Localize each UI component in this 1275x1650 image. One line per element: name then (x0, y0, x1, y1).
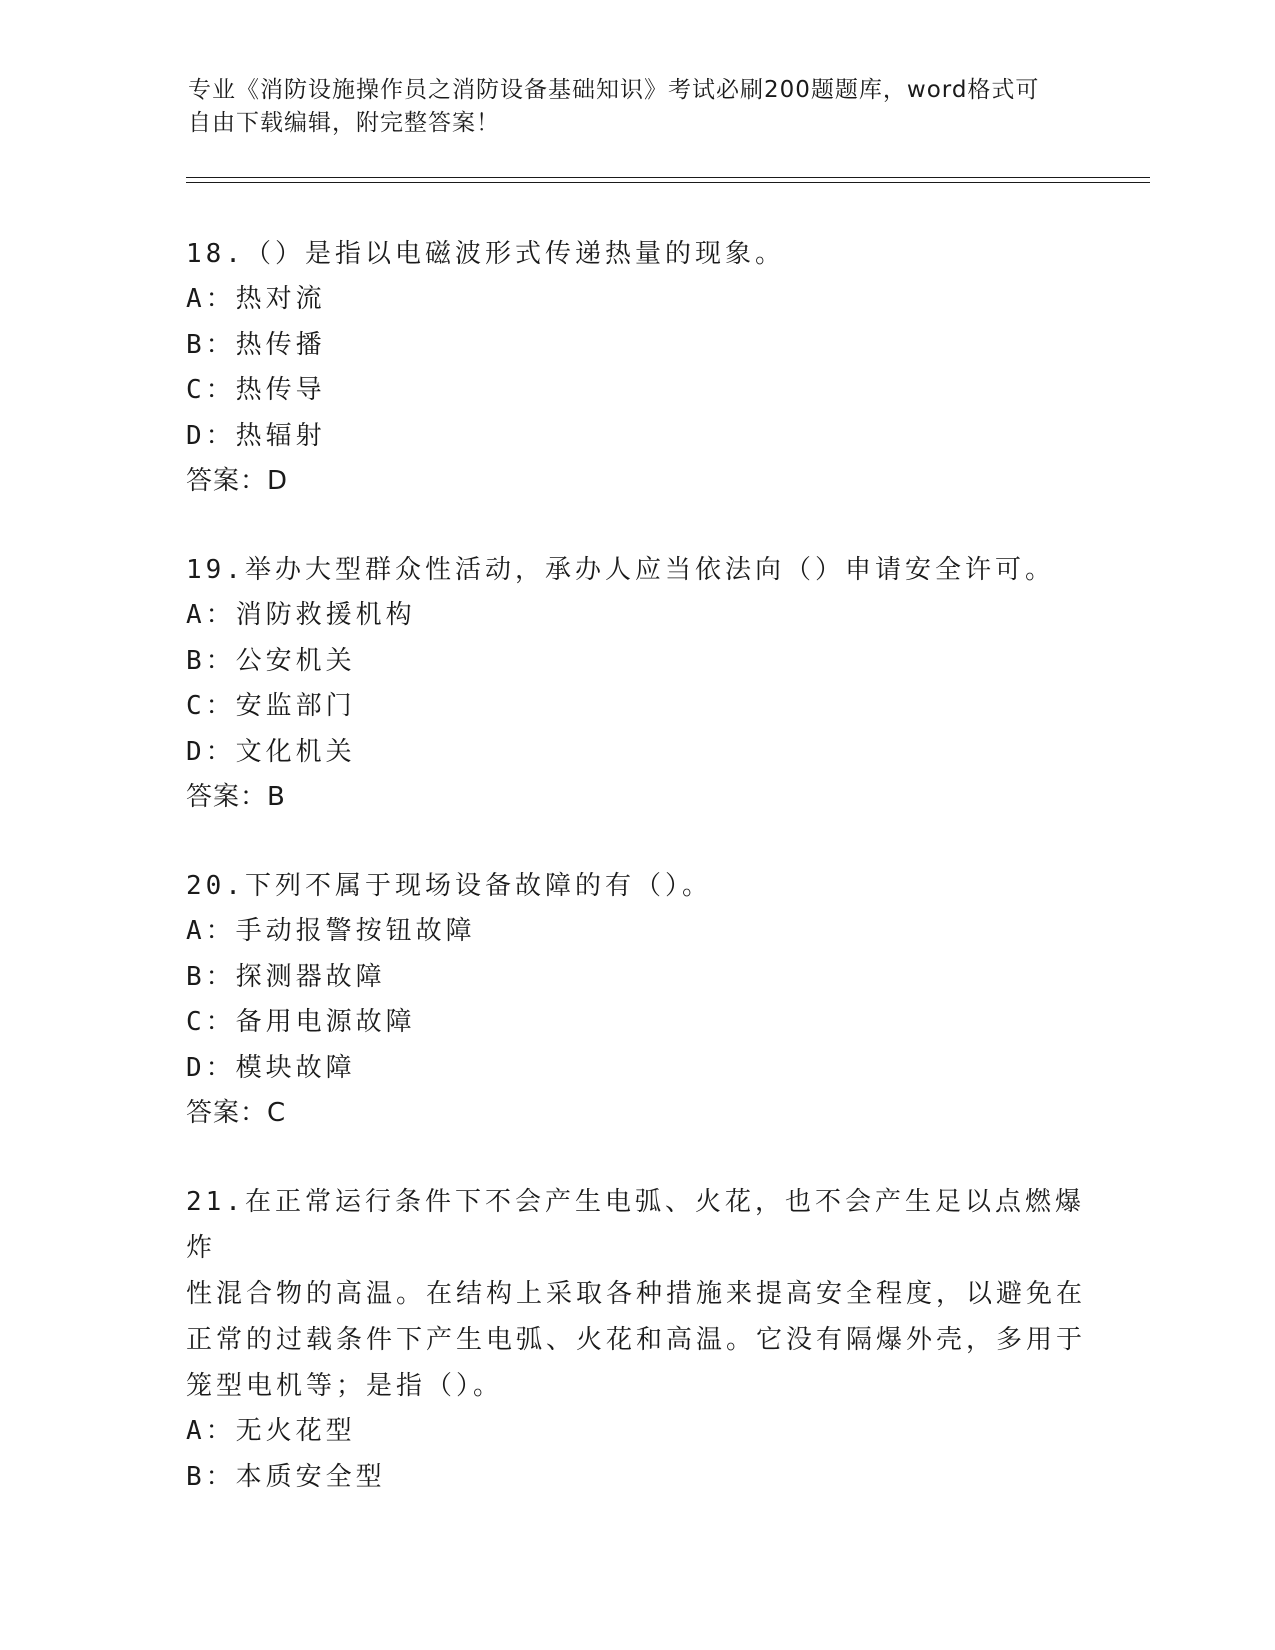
option-a: A：消防救援机构 (186, 600, 416, 630)
option-b: B：本质安全型 (186, 1461, 386, 1492)
option-d: D：模块故障 (186, 1052, 356, 1083)
option-b: B：公安机关 (186, 645, 356, 676)
option-c: C：热传导 (186, 375, 326, 405)
question-21 (186, 1179, 1086, 1500)
option-a: A：手动报警按钮故障 (186, 916, 476, 946)
document-header (188, 74, 1088, 140)
option-b: B：探测器故障 (186, 961, 386, 992)
answer: 答案：D (186, 466, 289, 496)
question-20 (186, 863, 1086, 1136)
option-a: A：无火花型 (186, 1416, 356, 1446)
option-d: D：文化机关 (186, 736, 356, 767)
option-c: C：安监部门 (186, 691, 356, 721)
answer: 答案：C (186, 1098, 287, 1128)
option-d: D：热辐射 (186, 420, 326, 451)
option-b: B：热传播 (186, 329, 326, 360)
answer: 答案：B (186, 782, 286, 812)
option-a: A：热对流 (186, 284, 326, 314)
question-stem-line-4: 笼型电机等；是指（）。 (186, 1371, 504, 1401)
header-line-1: 专业《消防设施操作员之消防设备基础知识》考试必刷200题题库，word格式可 (188, 77, 1040, 103)
question-stem-line-3: 正常的过载条件下产生电弧、火花和高温。它没有隔爆外壳，多用于 (186, 1325, 1087, 1355)
question-stem: 19.举办大型群众性活动，承办人应当依法向（）申请安全许可。 (186, 555, 1055, 585)
header-line-2: 自由下载编辑，附完整答案！ (188, 110, 500, 136)
question-stem-line-2: 性混合物的高温。在结构上采取各种措施来提高安全程度，以避免在 (186, 1279, 1087, 1309)
question-18 (186, 231, 1086, 504)
question-stem-line-1: 21.在正常运行条件下不会产生电弧、火花，也不会产生足以点燃爆炸 (186, 1187, 1085, 1263)
question-stem: 18.（）是指以电磁波形式传递热量的现象。 (186, 239, 785, 269)
question-stem: 20.下列不属于现场设备故障的有（）。 (186, 871, 712, 901)
question-19 (186, 547, 1086, 820)
header-rule-top (186, 177, 1150, 178)
header-rule-bottom (186, 182, 1150, 183)
option-c: C：备用电源故障 (186, 1007, 416, 1037)
